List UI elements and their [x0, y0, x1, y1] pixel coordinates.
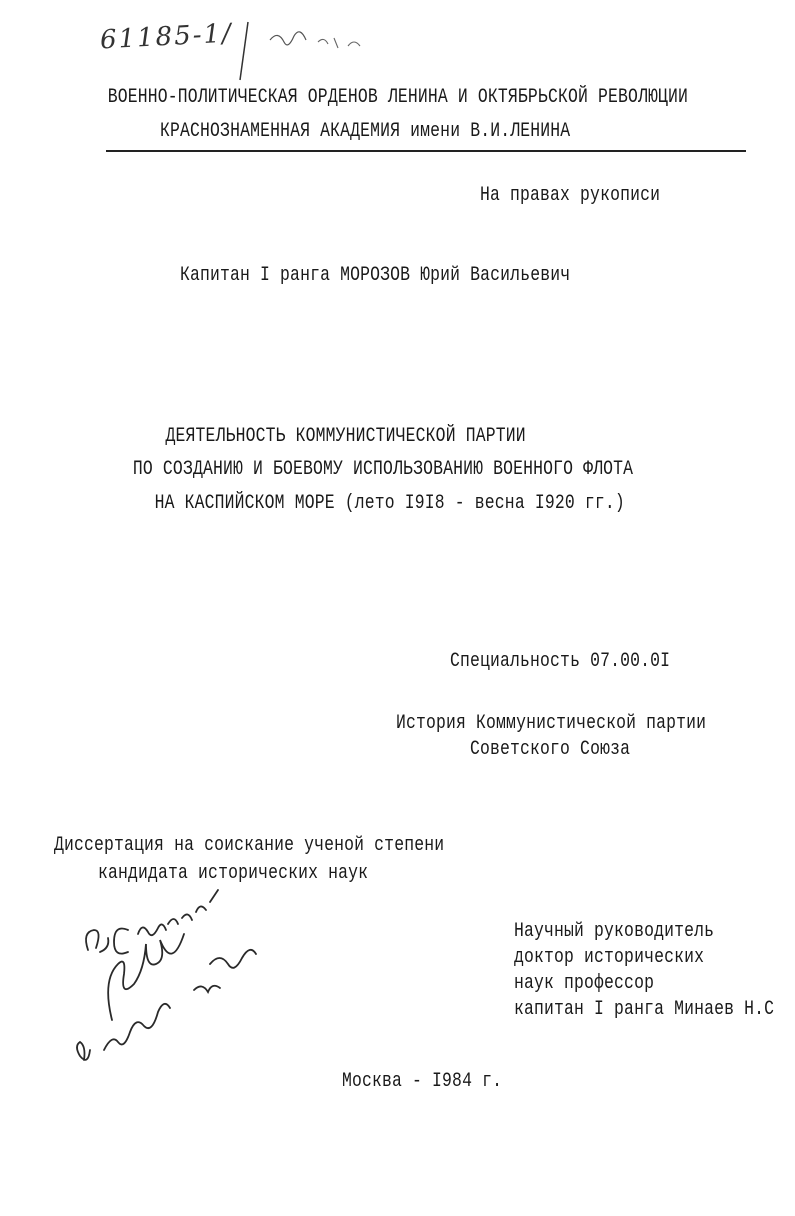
title-line-3-text: НА КАСПИЙСКОМ МОРЕ (лето I9I8 - весна I920 гг.): [154, 492, 625, 515]
author-line: [180, 264, 656, 287]
handwritten-signature: [70, 880, 300, 1080]
specialty-name-line-1: [396, 712, 774, 735]
archive-mark: [99, 19, 233, 56]
author-text: Капитан I ранга МОРОЗОВ Юрий Васильевич: [180, 264, 571, 287]
institution-line-2-text: КРАСНОЗНАМЕННАЯ АКАДЕМИЯ имени В.И.ЛЕНИНА: [160, 120, 571, 143]
title-line-2-text: ПО СОЗДАНИЮ И БОЕВОМУ ИСПОЛЬЗОВАНИЮ ВОЕННОГО ФЛОТА: [133, 458, 634, 481]
supervisor-line-3: [514, 972, 685, 995]
degree-line-2-text: кандидата исторических наук: [98, 862, 369, 885]
supervisor-line-4: [514, 998, 795, 1021]
title-line-2: [0, 458, 781, 481]
title-line-1: [0, 425, 743, 448]
specialty-code-text: Специальность 07.00.0I: [450, 650, 671, 673]
specialty-code: [450, 650, 718, 673]
archive-mark-scribble: [230, 10, 410, 90]
supervisor-line-2-text: доктор исторических: [514, 946, 705, 969]
specialty-name-line-2: [470, 738, 665, 761]
degree-line-1: [54, 834, 530, 857]
supervisor-line-1: [514, 920, 758, 943]
supervisor-line-3-text: наук профессор: [514, 972, 655, 995]
title-line-1-text: ДЕЯТЕЛЬНОСТЬ КОММУНИСТИЧЕСКОЙ ПАРТИИ: [165, 425, 526, 448]
header-divider: [106, 150, 746, 152]
specialty-name-line-1-text: История Коммунистической партии: [396, 712, 707, 735]
city-year-text: Москва - I984 г.: [342, 1070, 503, 1093]
supervisor-line-2: [514, 946, 746, 969]
institution-line-2: [0, 120, 763, 143]
specialty-name-line-2-text: Советского Союза: [470, 738, 631, 761]
archive-mark-text: 61185-1/: [99, 18, 234, 56]
supervisor-line-1-text: Научный руководитель: [514, 920, 715, 943]
degree-line-2: [98, 862, 427, 885]
manuscript-note: [480, 184, 700, 207]
title-line-3: [0, 492, 787, 515]
institution-line-1-text: ВОЕННО-ПОЛИТИЧЕСКАЯ ОРДЕНОВ ЛЕНИНА И ОКТЯБРЬСКОЙ РЕВОЛЮЦИИ: [107, 86, 688, 109]
city-year: [342, 1070, 537, 1093]
institution-line-1: [0, 86, 795, 109]
degree-line-1-text: Диссертация на соискание ученой степени: [54, 834, 445, 857]
manuscript-note-text: На правах рукописи: [480, 184, 661, 207]
supervisor-line-4-text: капитан I ранга Минаев Н.С: [514, 998, 775, 1021]
